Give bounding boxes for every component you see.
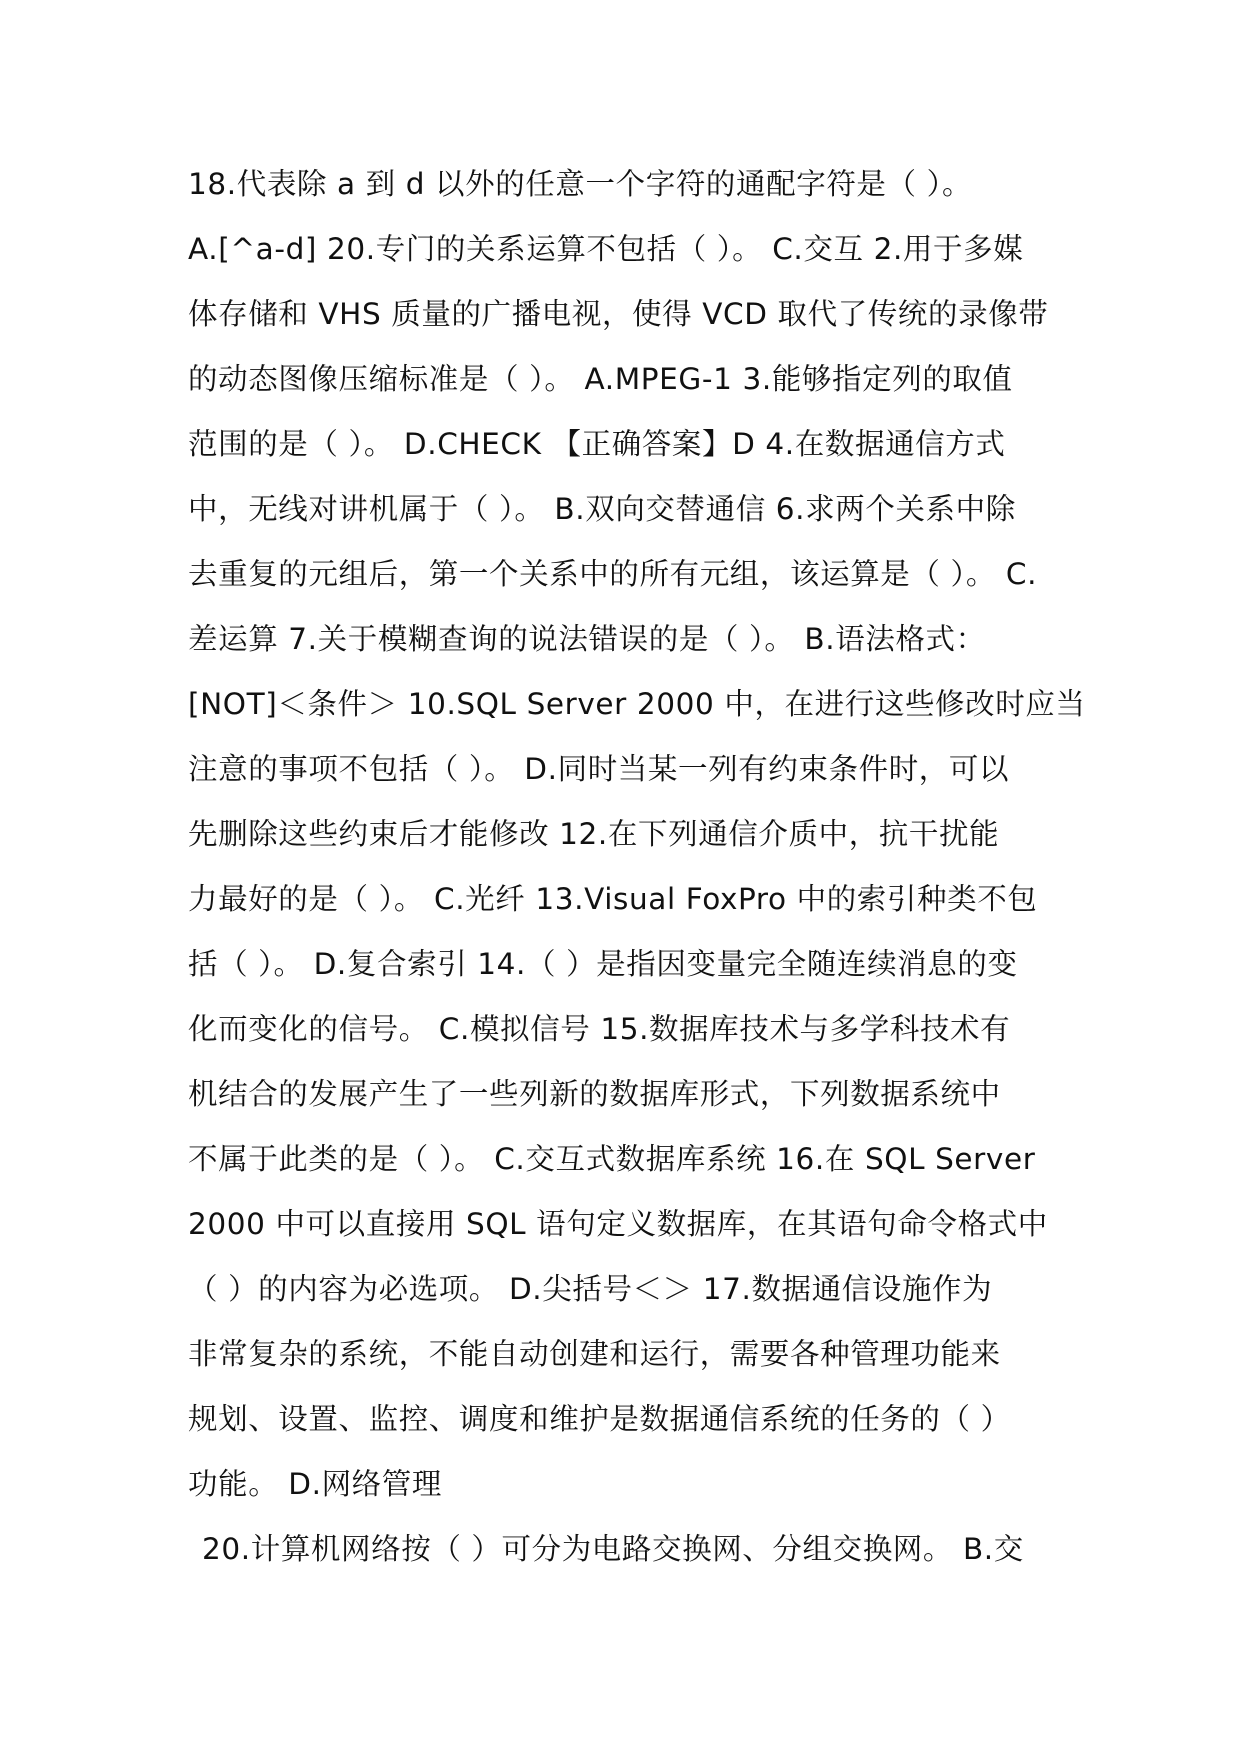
text-line: 中，无线对讲机属于（ ）。 B.双向交替通信 6.求两个关系中除	[188, 492, 1016, 526]
text-line: 不属于此类的是（ ）。 C.交互式数据库系统 16.在 SQL Server	[188, 1142, 1036, 1176]
text-line: 体存储和 VHS 质量的广播电视，使得 VCD 取代了传统的录像带	[188, 297, 1049, 331]
text-line: （ ）的内容为必选项。 D.尖括号＜＞ 17.数据通信设施作为	[188, 1272, 993, 1306]
text-line: 括（ ）。 D.复合索引 14.（ ）是指因变量完全随连续消息的变	[188, 947, 1018, 981]
question-text-block	[188, 152, 1086, 1582]
text-line: 功能。 D.网络管理	[188, 1467, 442, 1501]
text-line: 力最好的是（ ）。 C.光纤 13.Visual FoxPro 中的索引种类不包	[188, 882, 1038, 916]
text-line: 的动态图像压缩标准是（ ）。 A.MPEG-1 3.能够指定列的取值	[188, 362, 1013, 396]
text-line: 规划、设置、监控、调度和维护是数据通信系统的任务的（ ）	[188, 1402, 1011, 1436]
text-line: [NOT]＜条件＞ 10.SQL Server 2000 中，在进行这些修改时应当	[188, 687, 1086, 721]
text-line: 机结合的发展产生了一些列新的数据库形式，下列数据系统中	[188, 1077, 1001, 1111]
text-line: 非常复杂的系统，不能自动创建和运行，需要各种管理功能来	[188, 1337, 1001, 1371]
text-line: 2000 中可以直接用 SQL 语句定义数据库，在其语句命令格式中	[188, 1207, 1048, 1241]
text-line: 20.计算机网络按（ ）可分为电路交换网、分组交换网。 B.交	[202, 1532, 1024, 1566]
text-line: 注意的事项不包括（ ）。 D.同时当某一列有约束条件时，可以	[188, 752, 1010, 786]
text-line: 差运算 7.关于模糊查询的说法错误的是（ ）。 B.语法格式：	[188, 622, 986, 656]
text-line: 范围的是（ ）。 D.CHECK 【正确答案】D 4.在数据通信方式	[188, 427, 1006, 461]
text-line: 18.代表除 a 到 d 以外的任意一个字符的通配字符是（ ）。	[188, 167, 973, 201]
text-line: 化而变化的信号。 C.模拟信号 15.数据库技术与多学科技术有	[188, 1012, 1011, 1046]
text-line: A.[^a-d] 20.专门的关系运算不包括（ ）。 C.交互 2.用于多媒	[188, 232, 1024, 266]
text-line: 去重复的元组后，第一个关系中的所有元组，该运算是（ ）。 C.	[188, 557, 1038, 591]
text-line: 先删除这些约束后才能修改 12.在下列通信介质中，抗干扰能	[188, 817, 1000, 851]
